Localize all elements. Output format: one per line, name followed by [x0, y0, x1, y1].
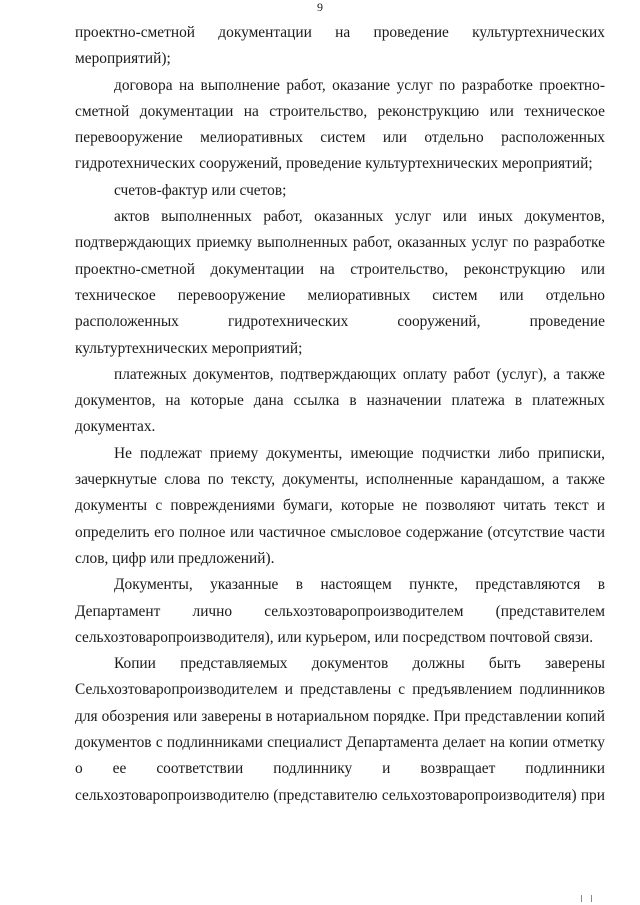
- paragraph-invoices: счетов-фактур или счетов;: [114, 181, 287, 199]
- paragraph-project-docs-cultural: проектно-сметной документации на проведение культуртехнических мероприятий);: [75, 24, 605, 68]
- paragraph-not-accepted: Не подлежат приему документы, имеющие подчистки либо приписки, зачеркнутые слова по тексту, документы, исполненные карандашом, а также документы с повреждениями бумаги, которые не позволяют читать текст и определить его полное или частичное смысловое содержание (отсутствие части слов, цифр или предложений).: [75, 444, 605, 567]
- paragraph-copies: Копии представляемых документов должны быть заверены Сельхозтоваропроизводителем и представлены с предъявлением подлинников для обозрения или заверены в нотариальном порядке. При представлении копий документов с подлинниками специалист Департамента делает на копии отметку о ее соответствии подлиннику и возвращает подлинники сельхозтоваропроизводителю (представителю сельхозтоваропроизводителя) при: [75, 655, 605, 804]
- paragraph-acts: актов выполненных работ, оказанных услуг или иных документов, подтверждающих приемку выполненных работ, оказанных услуг по разработке проектно-сметной документации на строительство, реконструкцию или техническое перевооружение мелиоративных систем или отдельно расположенных гидротехнических сооружений, проведение культуртехнических мероприятий;: [75, 208, 605, 357]
- paragraph-payment-docs: платежных документов, подтверждающих оплату работ (услуг), а также документов, на которые дана ссылка в назначении платежа в платежных документах.: [75, 365, 605, 436]
- paragraph-submission: Документы, указанные в настоящем пункте, представляются в Департамент лично сельхозтоваропроизводителем (представителем сельхозтоваропроизводителя), или курьером, или посредством почтовой связи.: [75, 576, 605, 646]
- page-number: 9: [317, 0, 323, 14]
- document-body: [75, 20, 605, 809]
- scan-corner-mark: [579, 895, 595, 903]
- paragraph-contract: договора на выполнение работ, оказание услуг по разработке проектно-сметной документации на строительство, реконструкцию или техническое перевооружение мелиоративных систем или отдельно расположенных гидротехнических сооружений, проведение культуртехнических мероприятий;: [75, 76, 605, 173]
